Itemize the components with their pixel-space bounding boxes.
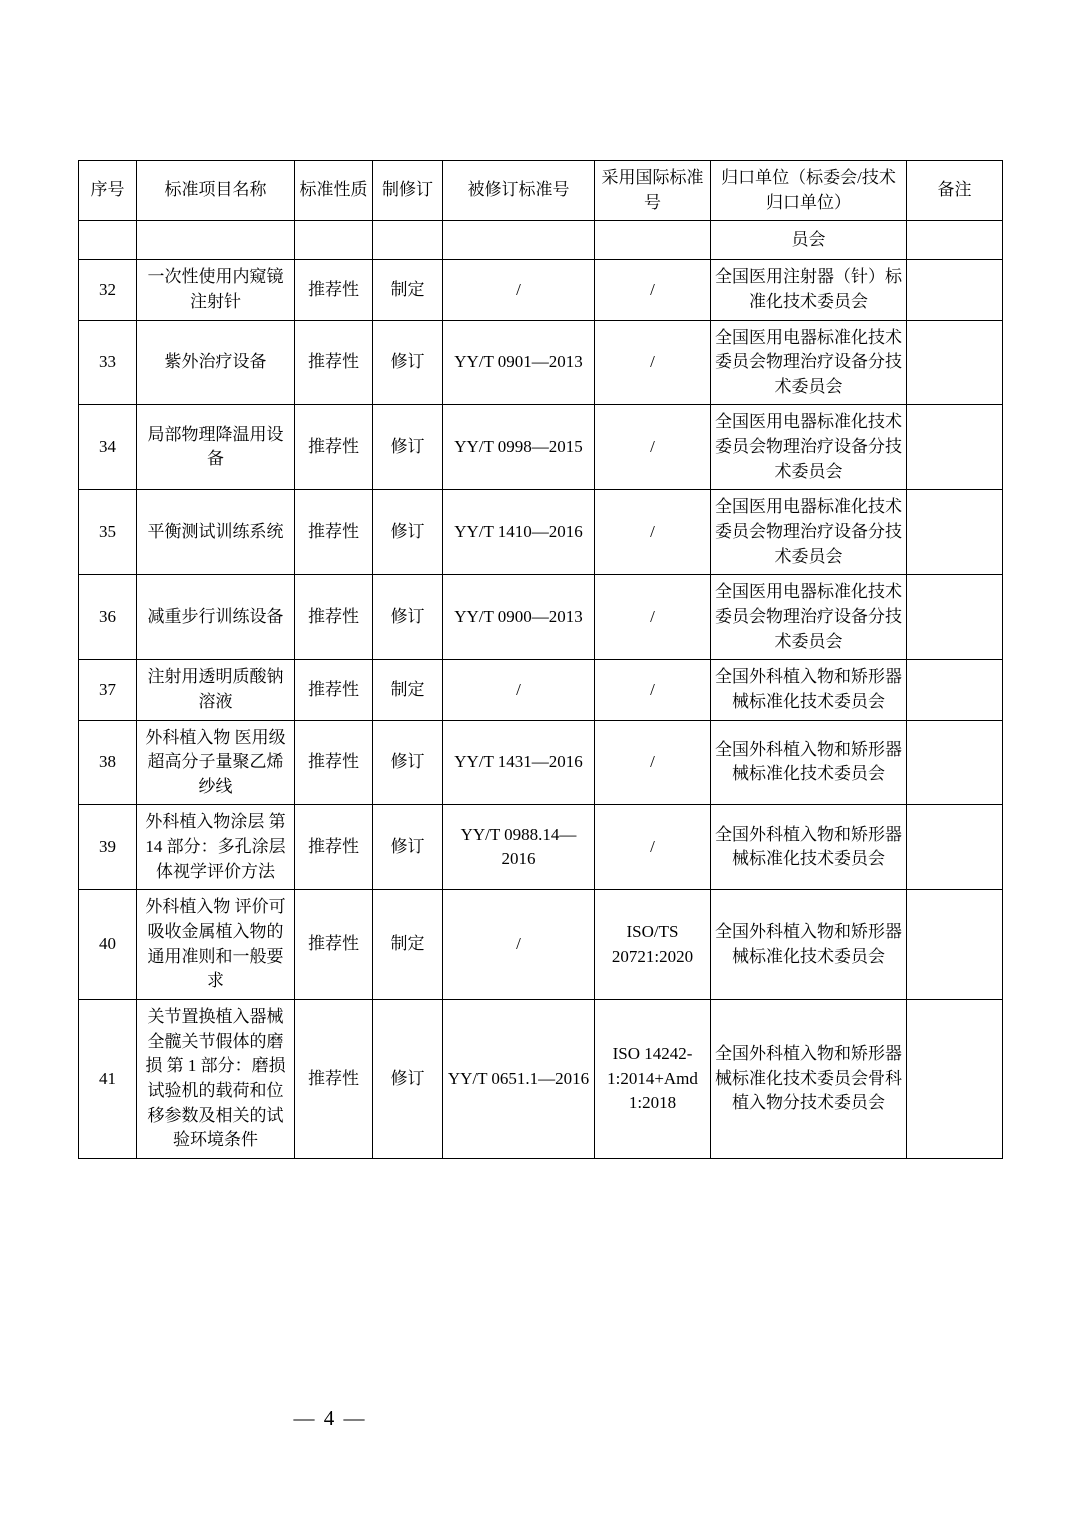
column-header-unit: 归口单位（标委会/技术归口单位） — [711, 161, 907, 221]
cell-name: 一次性使用内窥镜注射针 — [137, 260, 295, 320]
cell-nature: 推荐性 — [295, 490, 373, 575]
cell-remark — [907, 720, 1003, 805]
cell-remark — [907, 221, 1003, 260]
cell-revised-number: / — [443, 890, 595, 1000]
table-header-row — [79, 161, 1003, 221]
cell-type: 修订 — [373, 490, 443, 575]
cell-type: 制定 — [373, 890, 443, 1000]
column-header-nature: 标准性质 — [295, 161, 373, 221]
cell-name: 局部物理降温用设备 — [137, 405, 295, 490]
cell-seq: 32 — [79, 260, 137, 320]
cell-seq: 39 — [79, 805, 137, 890]
table-row — [79, 720, 1003, 805]
cell-name: 外科植入物涂层 第 14 部分：多孔涂层体视学评价方法 — [137, 805, 295, 890]
cell-seq — [79, 221, 137, 260]
cell-name: 关节置换植入器械 全髋关节假体的磨损 第 1 部分：磨损试验机的载荷和位移参数及相关的试验环境条件 — [137, 999, 295, 1158]
cell-revised-number: YY/T 0901—2013 — [443, 320, 595, 405]
cell-remark — [907, 890, 1003, 1000]
cell-remark — [907, 660, 1003, 720]
cell-name: 减重步行训练设备 — [137, 575, 295, 660]
page-number: — 4 — — [293, 1406, 367, 1430]
cell-unit: 全国外科植入物和矫形器械标准化技术委员会 — [711, 890, 907, 1000]
cell-seq: 41 — [79, 999, 137, 1158]
cell-revised-number: YY/T 0988.14—2016 — [443, 805, 595, 890]
cell-seq: 38 — [79, 720, 137, 805]
cell-international-number: ISO 14242-1:2014+Amd 1:2018 — [595, 999, 711, 1158]
cell-remark — [907, 490, 1003, 575]
cell-revised-number: YY/T 1431—2016 — [443, 720, 595, 805]
cell-type: 修订 — [373, 720, 443, 805]
cell-nature: 推荐性 — [295, 660, 373, 720]
table-row — [79, 490, 1003, 575]
cell-type: 修订 — [373, 575, 443, 660]
cell-nature: 推荐性 — [295, 999, 373, 1158]
column-header-remark: 备注 — [907, 161, 1003, 221]
cell-unit: 全国外科植入物和矫形器械标准化技术委员会 — [711, 720, 907, 805]
cell-type — [373, 221, 443, 260]
cell-name: 紫外治疗设备 — [137, 320, 295, 405]
cell-name — [137, 221, 295, 260]
table-row — [79, 260, 1003, 320]
cell-type: 修订 — [373, 405, 443, 490]
table-row — [79, 320, 1003, 405]
cell-type: 制定 — [373, 260, 443, 320]
cell-seq: 33 — [79, 320, 137, 405]
cell-remark — [907, 575, 1003, 660]
cell-name: 外科植入物 评价可吸收金属植入物的通用准则和一般要求 — [137, 890, 295, 1000]
table-body — [79, 221, 1003, 1159]
cell-nature: 推荐性 — [295, 320, 373, 405]
cell-international-number: / — [595, 490, 711, 575]
column-header-name: 标准项目名称 — [137, 161, 295, 221]
cell-seq: 36 — [79, 575, 137, 660]
cell-remark — [907, 999, 1003, 1158]
cell-unit: 全国医用电器标准化技术委员会物理治疗设备分技术委员会 — [711, 320, 907, 405]
cell-type: 修订 — [373, 805, 443, 890]
cell-revised-number: YY/T 0998—2015 — [443, 405, 595, 490]
table-header — [79, 161, 1003, 221]
table-row — [79, 660, 1003, 720]
cell-international-number: / — [595, 720, 711, 805]
cell-unit: 全国外科植入物和矫形器械标准化技术委员会 — [711, 660, 907, 720]
cell-international-number: / — [595, 260, 711, 320]
cell-international-number — [595, 221, 711, 260]
cell-revised-number: YY/T 0651.1—2016 — [443, 999, 595, 1158]
cell-unit: 全国外科植入物和矫形器械标准化技术委员会骨科植入物分技术委员会 — [711, 999, 907, 1158]
column-header-type: 制修订 — [373, 161, 443, 221]
table-row — [79, 405, 1003, 490]
cell-type: 修订 — [373, 999, 443, 1158]
cell-revised-number: YY/T 1410—2016 — [443, 490, 595, 575]
cell-seq: 35 — [79, 490, 137, 575]
cell-revised-number: YY/T 0900—2013 — [443, 575, 595, 660]
cell-nature — [295, 221, 373, 260]
cell-nature: 推荐性 — [295, 805, 373, 890]
standards-table — [78, 160, 1003, 1159]
cell-unit: 全国医用注射器（针）标准化技术委员会 — [711, 260, 907, 320]
cell-unit: 全国医用电器标准化技术委员会物理治疗设备分技术委员会 — [711, 490, 907, 575]
cell-international-number: / — [595, 320, 711, 405]
cell-remark — [907, 805, 1003, 890]
table-row — [79, 805, 1003, 890]
cell-unit: 全国医用电器标准化技术委员会物理治疗设备分技术委员会 — [711, 575, 907, 660]
cell-name: 注射用透明质酸钠溶液 — [137, 660, 295, 720]
page-footer — [0, 1406, 1080, 1431]
cell-name: 平衡测试训练系统 — [137, 490, 295, 575]
table-row-continued — [79, 221, 1003, 260]
column-header-seq: 序号 — [79, 161, 137, 221]
cell-international-number: ISO/TS 20721:2020 — [595, 890, 711, 1000]
cell-international-number: / — [595, 805, 711, 890]
cell-nature: 推荐性 — [295, 575, 373, 660]
cell-international-number: / — [595, 405, 711, 490]
cell-type: 制定 — [373, 660, 443, 720]
cell-remark — [907, 320, 1003, 405]
cell-international-number: / — [595, 660, 711, 720]
table-row — [79, 890, 1003, 1000]
cell-revised-number: / — [443, 260, 595, 320]
column-header-international-number: 采用国际标准号 — [595, 161, 711, 221]
column-header-revised-number: 被修订标准号 — [443, 161, 595, 221]
cell-nature: 推荐性 — [295, 405, 373, 490]
cell-seq: 34 — [79, 405, 137, 490]
cell-nature: 推荐性 — [295, 890, 373, 1000]
cell-remark — [907, 260, 1003, 320]
cell-name: 外科植入物 医用级超高分子量聚乙烯纱线 — [137, 720, 295, 805]
table-row — [79, 575, 1003, 660]
cell-type: 修订 — [373, 320, 443, 405]
cell-remark — [907, 405, 1003, 490]
cell-unit: 全国外科植入物和矫形器械标准化技术委员会 — [711, 805, 907, 890]
cell-international-number: / — [595, 575, 711, 660]
cell-seq: 37 — [79, 660, 137, 720]
cell-seq: 40 — [79, 890, 137, 1000]
cell-revised-number: / — [443, 660, 595, 720]
cell-unit: 全国医用电器标准化技术委员会物理治疗设备分技术委员会 — [711, 405, 907, 490]
table-row — [79, 999, 1003, 1158]
cell-unit: 员会 — [711, 221, 907, 260]
cell-revised-number — [443, 221, 595, 260]
cell-nature: 推荐性 — [295, 720, 373, 805]
cell-nature: 推荐性 — [295, 260, 373, 320]
